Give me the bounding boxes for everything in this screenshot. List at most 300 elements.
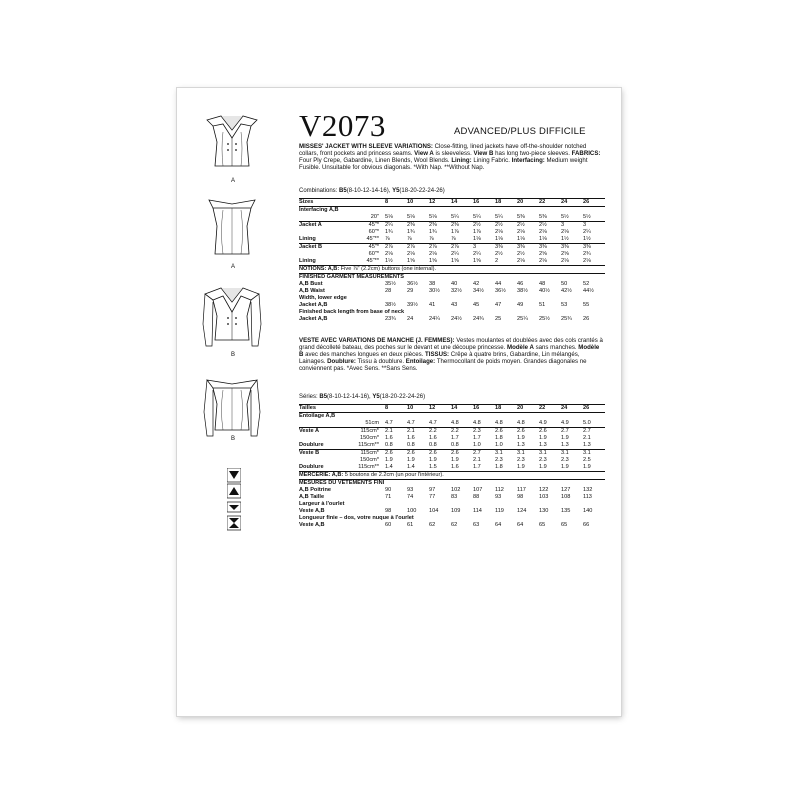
yardage-row xyxy=(299,420,605,428)
yardage-cell: 2¼ xyxy=(451,251,459,257)
view-label: A xyxy=(230,178,235,184)
yardage-cell: 2.7 xyxy=(473,450,495,458)
yardage-cell: 2½ xyxy=(495,251,503,257)
desc-view-a-text: is sleeveless. xyxy=(435,150,472,157)
desc-view-a-text: sans manches. xyxy=(535,344,577,351)
measurement-cell: 55 xyxy=(583,302,590,308)
view-a-back-sketch xyxy=(201,192,263,262)
row-width: 45"** xyxy=(366,236,379,242)
row-width: 45"** xyxy=(351,258,385,266)
measurement-cell: 50 xyxy=(561,281,568,287)
measurement-cell: 42 xyxy=(473,281,480,287)
yardage-cell: 1⅞ xyxy=(451,229,459,235)
measurement-cell: 88 xyxy=(473,494,480,500)
yardage-cell: 2⅞ xyxy=(429,244,451,252)
yardage-cell: 2.1 xyxy=(583,435,591,441)
size-header-cell: 12 xyxy=(429,199,451,207)
row-label: Veste A xyxy=(299,428,351,436)
yardage-cell: ⅞ xyxy=(385,236,390,242)
combinations-french xyxy=(299,394,425,400)
yardage-cell: 1.9 xyxy=(429,457,437,463)
yardage-cell xyxy=(583,413,605,421)
pattern-envelope-back xyxy=(177,88,621,716)
yardage-cell: 2⅝ xyxy=(561,251,569,257)
yardage-cell: 4.9 xyxy=(539,420,547,426)
measurement-cell: 40½ xyxy=(539,288,550,294)
measurement-cell: 40 xyxy=(451,281,458,287)
size-header-cell: 14 xyxy=(451,199,473,207)
yardage-cell: 2.7 xyxy=(561,428,583,436)
size-header-cell: 18 xyxy=(495,405,517,413)
yardage-cell: 0.8 xyxy=(429,442,437,448)
desc-view-b-text: avec des manches longues en deux pièces. xyxy=(305,351,424,358)
yardage-cell: 2½ xyxy=(517,251,525,257)
yardage-cell: 4.7 xyxy=(407,420,415,426)
measurement-cell: 108 xyxy=(561,494,571,500)
measurement-cell: 28 xyxy=(385,288,392,294)
row-label: Doublure xyxy=(299,442,324,448)
measurement-cell: 46 xyxy=(517,281,524,287)
row-label xyxy=(299,229,351,236)
measurement-row xyxy=(299,288,605,295)
row-label: Entoilage A,B xyxy=(299,413,336,419)
yardage-cell: 5¼ xyxy=(473,214,481,220)
measurement-row xyxy=(299,295,605,302)
yardage-cell: 2.1 xyxy=(473,457,481,463)
measurement-cell: 35½ xyxy=(385,281,396,287)
yardage-cell: 3 xyxy=(583,222,605,230)
yardage-cell: 3⅜ xyxy=(583,244,605,252)
yardage-cell: 2.2 xyxy=(429,428,451,436)
yardage-cell: 5¼ xyxy=(495,214,503,220)
yardage-cell: 0.8 xyxy=(385,442,393,448)
yardage-cell: 4.9 xyxy=(561,420,569,426)
desc-lining-text: Lining Fabric. xyxy=(473,157,510,164)
measurement-cell: 49 xyxy=(517,302,524,308)
measurement-cell: 43 xyxy=(451,302,458,308)
size-header-cell: 12 xyxy=(429,405,451,413)
view-label: B xyxy=(230,352,235,358)
measurement-cell: 93 xyxy=(407,487,414,493)
size-header-cell: 14 xyxy=(451,405,473,413)
measurement-cell: 36½ xyxy=(495,288,506,294)
yardage-cell xyxy=(451,207,473,215)
measurement-cell: 32½ xyxy=(451,288,462,294)
yardage-cell: 2.3 xyxy=(517,457,525,463)
desc-lining-text: Tissu à doublure. xyxy=(357,358,405,365)
notions-label: NOTIONS: A,B: xyxy=(299,266,340,272)
desc-interfacing-label: Interfacing: xyxy=(511,157,545,164)
yardage-cell: 2.3 xyxy=(495,457,503,463)
description-french xyxy=(299,337,605,372)
yardage-cell: 2 xyxy=(495,258,517,266)
measurement-row xyxy=(299,487,605,494)
size-header-cell: 16 xyxy=(473,199,495,207)
measurement-cell: 119 xyxy=(495,508,504,514)
measurement-label: A,B Bust xyxy=(299,281,323,287)
yardage-row xyxy=(299,450,605,458)
measurement-cell: 64 xyxy=(517,522,524,528)
measurement-row xyxy=(299,515,605,522)
yardage-cell: 1.9 xyxy=(451,457,459,463)
row-width: 60"* xyxy=(368,251,379,257)
yardage-cell: 2⅛ xyxy=(583,258,605,266)
yardage-cell: 1⅞ xyxy=(473,229,481,235)
combo-b5-sizes: (8-10-12-14-16), xyxy=(346,188,391,194)
row-width: 51cm xyxy=(365,420,379,426)
yardage-cell: 5½ xyxy=(583,214,591,220)
row-label: Lining xyxy=(299,236,316,242)
yardage-cell: 2.6 xyxy=(429,450,451,458)
yardage-row xyxy=(299,258,605,266)
measurement-row xyxy=(299,508,605,515)
measurement-label: Jacket A,B xyxy=(299,316,328,322)
measurement-cell: 53 xyxy=(561,302,568,308)
finished-header-row xyxy=(299,480,605,488)
size-header-cell: 24 xyxy=(561,199,583,207)
desc-fabrics-label: FABRICS: xyxy=(571,150,601,157)
row-width xyxy=(351,413,385,421)
yardage-cell: 1.7 xyxy=(473,435,481,441)
yardage-cell xyxy=(539,413,561,421)
measurement-row xyxy=(299,501,605,508)
yardage-cell: 5⅛ xyxy=(429,214,437,220)
measurement-cell: 97 xyxy=(429,487,436,493)
yardage-cell: 1⅛ xyxy=(473,236,481,242)
yardage-cell: 1.6 xyxy=(385,435,393,441)
measurement-cell: 36½ xyxy=(407,281,418,287)
yardage-cell: 3⅜ xyxy=(517,244,539,252)
measurement-cell: 117 xyxy=(517,487,526,493)
yardage-cell: 2⅛ xyxy=(561,229,569,235)
measurement-cell: 52 xyxy=(583,281,590,287)
yardage-cell xyxy=(429,207,451,215)
size-header-cell: 20 xyxy=(517,199,539,207)
row-label: Veste B xyxy=(299,450,351,458)
yardage-cell: 2.6 xyxy=(451,450,473,458)
measurement-label: Longueur finie – dos, votre nuque à l'ourlet xyxy=(299,515,414,521)
combo-y5-sizes: (18-20-22-24-26) xyxy=(399,188,445,194)
yardage-cell: 3.1 xyxy=(495,450,517,458)
desc-fabrics-text: Crêpe à quatre brins, Gabardine, Lin mélangés, Lainages. xyxy=(299,351,580,365)
yardage-cell: 1.7 xyxy=(451,435,459,441)
yardage-cell: 1.8 xyxy=(495,435,503,441)
yardage-cell: 2⅛ xyxy=(495,229,503,235)
yardage-cell: 1.9 xyxy=(517,435,525,441)
size-header-cell: 22 xyxy=(539,199,561,207)
size-header-cell: 10 xyxy=(407,199,429,207)
pattern-symbols xyxy=(227,468,241,537)
yardage-cell: 2.6 xyxy=(517,428,539,436)
yardage-cell: 2.1 xyxy=(407,428,429,436)
yardage-cell: 1.9 xyxy=(583,464,605,472)
view-a-front-sketch xyxy=(201,112,263,174)
yardage-cell xyxy=(517,413,539,421)
measurement-cell: 124 xyxy=(517,508,527,514)
measurement-row xyxy=(299,494,605,501)
yardage-row xyxy=(299,229,605,236)
measurement-cell: 45 xyxy=(473,302,480,308)
yardage-cell: 5¼ xyxy=(451,214,459,220)
combo-b5: B5 xyxy=(339,188,347,194)
yardage-cell: 2½ xyxy=(495,222,517,230)
row-label: Jacket A xyxy=(299,222,351,230)
yardage-cell: 2.1 xyxy=(385,428,407,436)
finished-label: FINISHED GARMENT MEASUREMENTS xyxy=(299,274,605,282)
yardage-table-english xyxy=(299,198,605,323)
yardage-row xyxy=(299,251,605,258)
measurement-cell: 140 xyxy=(583,508,593,514)
yardage-cell: 1.9 xyxy=(385,457,393,463)
row-label xyxy=(299,435,351,442)
size-header-cell: 20 xyxy=(517,405,539,413)
yardage-cell: 2⅛ xyxy=(517,229,525,235)
measurement-cell: 77 xyxy=(429,494,436,500)
measurement-cell: 122 xyxy=(539,487,549,493)
yardage-cell: 1.6 xyxy=(429,435,437,441)
yardage-cell: 1⅛ xyxy=(517,236,525,242)
yardage-cell: 1⅛ xyxy=(495,236,503,242)
row-width: 45"* xyxy=(351,222,385,230)
measurement-cell: 103 xyxy=(539,494,549,500)
measurement-cell: 71 xyxy=(385,494,392,500)
yardage-cell: ⅞ xyxy=(429,236,434,242)
desc-view-b-label: Modèle B xyxy=(299,344,600,358)
measurement-cell: 102 xyxy=(451,487,461,493)
measurement-cell: 109 xyxy=(451,508,461,514)
measurement-cell: 44½ xyxy=(583,288,594,294)
measurement-cell: 23¾ xyxy=(385,316,396,322)
measurement-cell: 30½ xyxy=(429,288,440,294)
yardage-cell: 3⅜ xyxy=(495,244,517,252)
sizes-label: Sizes xyxy=(299,199,351,207)
measurement-cell: 24¼ xyxy=(429,316,440,322)
measurement-cell: 113 xyxy=(583,494,592,500)
yardage-cell: 2⅜ xyxy=(429,222,451,230)
size-header-cell: 26 xyxy=(583,199,605,207)
yardage-cell: 2⅛ xyxy=(539,229,547,235)
size-header-cell: 16 xyxy=(473,405,495,413)
measurement-cell: 38 xyxy=(429,281,436,287)
yardage-cell xyxy=(583,207,605,215)
desc-interfacing-text: Thermocollant de poids moyen. Grandes diagonales ne conviennent pas. *Avec Sens. **Sans Sens. xyxy=(299,358,587,372)
yardage-row xyxy=(299,428,605,436)
yardage-cell: 3.1 xyxy=(517,450,539,458)
row-width: 60"* xyxy=(368,229,379,235)
measurement-row xyxy=(299,309,605,316)
yardage-row xyxy=(299,222,605,230)
yardage-cell: 2¾ xyxy=(583,251,591,257)
combo-y5-sizes: (18-20-22-24-26) xyxy=(379,394,426,400)
yardage-cell: 4.7 xyxy=(429,420,437,426)
row-width: 150cm* xyxy=(360,435,379,441)
measurement-cell: 38½ xyxy=(517,288,528,294)
measurement-cell: 39½ xyxy=(407,302,418,308)
size-header-cell: 22 xyxy=(539,405,561,413)
yardage-cell xyxy=(539,207,561,215)
desc-fabrics-text: Four Ply Crepe, Gabardine, Linen Blends, Wool Blends. xyxy=(299,157,450,164)
yardage-cell: 2.6 xyxy=(495,428,517,436)
row-label xyxy=(299,420,351,428)
yardage-cell xyxy=(385,413,407,421)
yardage-cell: 1⅝ xyxy=(451,258,473,266)
yardage-cell: 1⅝ xyxy=(407,258,429,266)
yardage-cell: ⅞ xyxy=(451,236,456,242)
combinations-english xyxy=(299,188,445,194)
yardage-cell: 2⅜ xyxy=(451,222,473,230)
measurement-label: Width, lower edge xyxy=(299,295,347,301)
measurement-cell: 98 xyxy=(385,508,392,514)
notions-row xyxy=(299,266,605,274)
measurement-cell: 34½ xyxy=(473,288,484,294)
yardage-cell: 2⅛ xyxy=(385,251,393,257)
finished-label: MESURES DU VÊTEMENTS FINI xyxy=(299,480,605,488)
combo-b5-sizes: (8-10-12-14-16), xyxy=(327,394,371,400)
measurement-cell: 104 xyxy=(429,508,439,514)
yardage-cell: 1.4 xyxy=(407,464,429,472)
yardage-cell: 1.8 xyxy=(495,464,517,472)
measurement-cell: 24 xyxy=(407,316,414,322)
measurement-cell: 132 xyxy=(583,487,593,493)
yardage-row xyxy=(299,442,605,450)
row-width: 20" xyxy=(370,214,379,220)
measurement-cell: 74 xyxy=(407,494,414,500)
yardage-cell: 1.0 xyxy=(473,442,481,448)
yardage-cell: 1¾ xyxy=(385,229,393,235)
yardage-cell: 5.0 xyxy=(583,420,591,426)
yardage-cell: 1.3 xyxy=(583,442,591,448)
yardage-cell: 3⅜ xyxy=(539,244,561,252)
yardage-cell: 2½ xyxy=(473,222,495,230)
yardage-cell: 2¼ xyxy=(385,222,407,230)
row-label: Lining xyxy=(299,258,351,266)
yardage-cell: 2⅛ xyxy=(561,258,583,266)
yardage-cell: 1.4 xyxy=(385,464,407,472)
desc-body: Close-fitting, lined jackets have off-the-shoulder notched collars, front pockets and princess seams. xyxy=(299,143,587,157)
yardage-cell xyxy=(407,413,429,421)
yardage-cell: 4.8 xyxy=(495,420,503,426)
measurement-cell: 107 xyxy=(473,487,483,493)
desc-view-a-label: Modèle A xyxy=(507,344,534,351)
desc-view-b-text: has long two-piece sleeves. xyxy=(495,150,570,157)
difficulty-level: ADVANCED/PLUS DIFFICILE xyxy=(454,126,586,137)
yardage-cell: 1.3 xyxy=(517,442,525,448)
notions-text: Five ⅞" (2.2cm) buttons (one internal). xyxy=(340,266,437,272)
yardage-cell: 0.8 xyxy=(407,442,415,448)
yardage-cell: 2⅞ xyxy=(385,244,407,252)
finished-header-row xyxy=(299,274,605,282)
yardage-cell: 1⅝ xyxy=(473,258,495,266)
yardage-cell: 1.9 xyxy=(407,457,415,463)
measurement-label: A,B Poitrine xyxy=(299,487,332,493)
yardage-cell: 5⅛ xyxy=(385,214,393,220)
row-width xyxy=(351,207,385,215)
yardage-row xyxy=(299,244,605,252)
yardage-row xyxy=(299,207,605,215)
size-header-cell: 24 xyxy=(561,405,583,413)
yardage-cell: 1¾ xyxy=(429,229,437,235)
row-label xyxy=(299,457,351,464)
yardage-cell xyxy=(495,413,517,421)
yardage-cell: 1.9 xyxy=(561,435,569,441)
yardage-row xyxy=(299,236,605,244)
yardage-cell: 2¼ xyxy=(583,229,591,235)
measurement-cell: 112 xyxy=(495,487,504,493)
measurement-label: Jacket A,B xyxy=(299,302,328,308)
yardage-cell xyxy=(517,207,539,215)
size-header-cell: 8 xyxy=(385,405,407,413)
yardage-cell xyxy=(473,413,495,421)
size-header-cell: 26 xyxy=(583,405,605,413)
yardage-cell: 1.9 xyxy=(539,435,547,441)
measurement-label: A,B Taille xyxy=(299,494,325,500)
measurement-label: Largeur à l'ourlet xyxy=(299,501,345,507)
yardage-cell: 2⅛ xyxy=(539,258,561,266)
yardage-cell: 2⅛ xyxy=(517,258,539,266)
measurement-cell: 100 xyxy=(407,508,417,514)
measurement-cell: 48 xyxy=(539,281,546,287)
yardage-cell xyxy=(385,207,407,215)
row-width: 115cm** xyxy=(351,464,385,472)
measurement-label: Veste A,B xyxy=(299,508,325,514)
yardage-cell: 2.7 xyxy=(583,428,605,436)
yardage-cell: 4.8 xyxy=(451,420,459,426)
yardage-cell: 1.5 xyxy=(429,464,451,472)
yardage-cell: 1½ xyxy=(583,236,591,242)
row-width: 115cm* xyxy=(351,428,385,436)
desc-lining-label: Lining: xyxy=(451,157,472,164)
desc-lining-label: Doublure: xyxy=(327,358,356,365)
pattern-number: V2073 xyxy=(299,108,386,143)
desc-title: MISSES' JACKET WITH SLEEVE VARIATIONS: xyxy=(299,143,433,150)
measurement-cell: 90 xyxy=(385,487,392,493)
measurement-cell: 44 xyxy=(495,281,502,287)
yardage-cell: ⅞ xyxy=(407,236,412,242)
yardage-cell: 1.3 xyxy=(561,442,569,448)
yardage-cell: 1.6 xyxy=(451,464,473,472)
desc-interfacing-label: Entoilage: xyxy=(405,358,436,365)
measurement-cell: 114 xyxy=(473,508,482,514)
measurement-cell: 62 xyxy=(429,522,436,528)
yardage-cell: 5⅜ xyxy=(517,214,525,220)
measurement-cell: 25¼ xyxy=(517,316,528,322)
yardage-cell: 4.8 xyxy=(473,420,481,426)
yardage-cell xyxy=(473,207,495,215)
desc-title: VESTE AVEC VARIATIONS DE MANCHE (J. FEMMES): xyxy=(299,337,455,344)
yardage-cell: 4.7 xyxy=(385,420,393,426)
yardage-cell: 1.7 xyxy=(473,464,495,472)
measurement-cell: 26 xyxy=(583,316,590,322)
measurement-label: Finished back length from base of neck xyxy=(299,309,405,315)
combinations-label: Combinations: xyxy=(299,188,338,194)
yardage-cell: 3 xyxy=(561,222,583,230)
yardage-cell: 2.3 xyxy=(561,457,569,463)
yardage-cell: 3.1 xyxy=(583,450,605,458)
notions-cell xyxy=(299,266,605,274)
view-label: B xyxy=(230,436,235,442)
row-width: 115cm** xyxy=(358,442,379,448)
measurement-cell: 66 xyxy=(583,522,590,528)
measurement-cell: 98 xyxy=(517,494,524,500)
yardage-cell: 2⅞ xyxy=(451,244,473,252)
measurement-cell: 24½ xyxy=(451,316,462,322)
sizes-label: Tailles xyxy=(299,405,351,413)
yardage-cell: 2¼ xyxy=(473,251,481,257)
notions-row xyxy=(299,472,605,480)
yardage-cell: 2.6 xyxy=(385,450,407,458)
measurement-cell: 62 xyxy=(451,522,458,528)
yardage-cell: 2.3 xyxy=(539,457,547,463)
